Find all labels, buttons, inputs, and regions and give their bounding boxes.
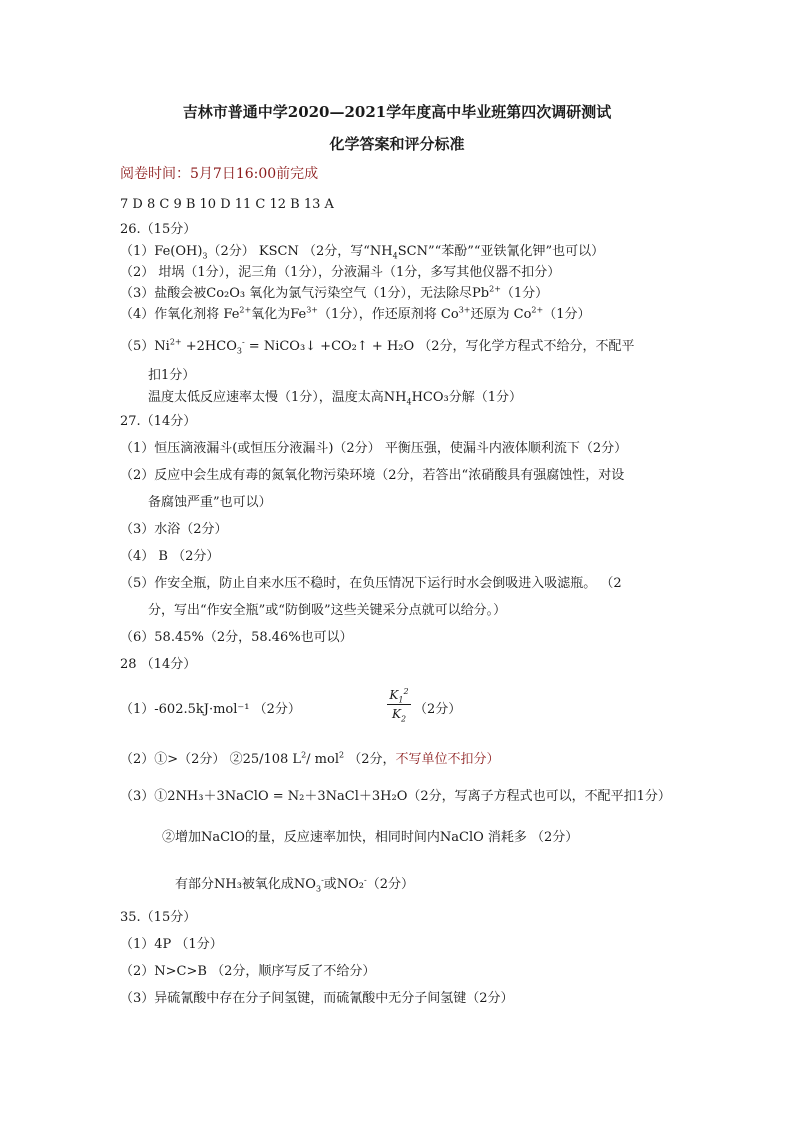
q28-l2-a: （2）①>（2分） ②25/108 L	[120, 752, 302, 767]
q27-line-2-cont: 备腐蚀严重”也可以）	[148, 495, 272, 510]
q26-l4-a: （4）作氧化剂将 Fe	[120, 307, 240, 322]
q35-line-3: （3）异硫氰酸中存在分子间氢键，而硫氰酸中无分子间氢键（2分）	[120, 991, 514, 1006]
q26-line-4: （4）作氧化剂将 $Fe^{2+}$氧化为$Fe^{3+}(1$分），作还原剂将 $Co^{3+}$还原为 $Co^{2+}(1$分）	[120, 305, 591, 322]
q27-line-5-cont: 分，写出“作安全瓶”或“防倒吸”这些关键采分点就可以给分。）	[148, 603, 507, 618]
q26-heading: 26.（15分）	[120, 222, 197, 237]
q28-l3c-3: （2分）	[366, 877, 414, 892]
q28-l2-c: （2分，	[344, 752, 396, 767]
q27-line-2: （2）反应中会生成有毒的氮氧化物污染环境（2分，若答出“浓硝酸具有强腐蚀性，对设	[120, 468, 625, 483]
equilibrium-constant-fraction: $K_1^2$ $K_2$	[387, 688, 411, 721]
q26-l5-b: +2HCO	[181, 339, 237, 354]
q26-l1-b: （2分） KSCN （2分，写“NH	[207, 244, 393, 259]
fraction-denominator: K	[391, 707, 401, 721]
q28-line-2: （2）①>（2分） ②25/108 $L^2/$ mol$^2$ （2分，不写单位不扣分）	[120, 750, 500, 767]
document-title: 吉林市普通中学2020—2021学年度高中毕业班第四次调研测试	[182, 103, 612, 121]
q26-l4-e: （1分）	[543, 307, 591, 322]
fraction-numerator: K	[389, 688, 399, 702]
q26-l1-a: （1）Fe(OH)	[120, 244, 203, 259]
q28-l3c-1: 有部分NH₃被氧化成NO	[175, 877, 316, 892]
q28-line-3: （3）①2NH₃＋3NaClO = N₂＋3NaCl＋3H₂O（2分，写离子方程式也可以，不配平扣1分）	[120, 789, 671, 804]
q28-heading: 28 （14分）	[120, 657, 197, 672]
q26-l6-b: HCO₃分解（1分）	[411, 390, 523, 405]
q26-l6-a: 温度太低反应速率太慢（1分），温度太高NH	[148, 390, 407, 405]
document-subtitle: 化学答案和评分标准	[329, 135, 465, 153]
q35-line-2: （2）N>C>B （2分，顺序写反了不给分）	[120, 964, 376, 979]
q26-line-2: （2） 坩埚（1分），泥三角（1分），分液漏斗（1分，多写其他仪器不扣分）	[120, 265, 561, 280]
q27-line-1: （1）恒压滴液漏斗(或恒压分液漏斗)（2分） 平衡压强，使漏斗内液体顺利流下（2分）	[120, 441, 628, 456]
q26-line-5: $(5)Ni^{2+} +2HCO_3^-$ = NiCO₃↓ +CO₂↑ + H₂O （2分，写化学方程式不给分，不配平	[120, 337, 635, 356]
q28-line-1: （1）-602.5kJ·mol⁻¹ （2分）	[120, 702, 301, 717]
q26-l5-a: （5）Ni	[120, 339, 170, 354]
q26-l4-c: （1分），作还原剂将 Co	[318, 307, 459, 322]
grading-deadline: 阅卷时间：5月7日16:00前完成	[120, 166, 319, 182]
q26-line-5-cont: 扣1分）	[148, 368, 196, 383]
q26-line-6: 温度太低反应速率太慢（1分），温度太高$NH_4HCO_3$分解（1分）	[148, 390, 523, 407]
q27-line-6: （6）58.45%（2分，58.46%也可以）	[120, 630, 353, 645]
q28-l2-b: / mol	[306, 752, 339, 767]
q26-l4-d: 还原为 Co	[470, 307, 532, 322]
q27-line-4: （4） B （2分）	[120, 549, 220, 564]
q27-heading: 27.（14分）	[120, 414, 197, 429]
q28-line-3c: 有部分NH₃被氧化成$NO_3^-$或NO₂-（2分）	[175, 875, 414, 894]
q27-line-3: （3）水浴（2分）	[120, 522, 228, 537]
q28-l2-d: 不写单位不扣分）	[395, 752, 500, 767]
q35-heading: 35.（15分）	[120, 910, 197, 925]
fraction-score: （2分）	[414, 702, 462, 717]
q26-l3-b: （1分）	[500, 286, 549, 301]
q26-l3-a: （3）盐酸会被Co₂O₃ 氧化为氯气污染空气（1分），无法除尽Pb	[120, 286, 490, 301]
q26-line-1: $(1)Fe(OH)_3(2$分） KSCN （2分，写“$NH_4SCN”“$苯酚”“亚铁氰化钾”也可以）	[120, 244, 605, 261]
mcq-answers: 7 D 8 C 9 B 10 D 11 C 12 B 13 A	[120, 197, 334, 212]
q27-line-5: （5）作安全瓶，防止自来水压不稳时，在负压情况下运行时水会倒吸进入吸滤瓶。 （2	[120, 576, 622, 591]
q26-l1-c: SCN”“苯酚”“亚铁氰化钾”也可以）	[397, 244, 605, 259]
q35-line-1: （1）4P （1分）	[120, 937, 223, 952]
q28-l3c-2: 或NO₂	[323, 877, 365, 892]
q28-line-3b: ②增加NaClO的量，反应速率加快，相同时间内NaClO 消耗多 （2分）	[162, 830, 579, 845]
q26-l4-b: 氧化为Fe	[251, 307, 307, 322]
q26-l5-c: = NiCO₃↓ +CO₂↑ + H₂O （2分，写化学方程式不给分，不配平	[244, 339, 635, 354]
q26-line-3: （3）盐酸会被Co₂O₃ 氧化为氯气污染空气（1分），无法除尽$Pb^{2+}(1$分）	[120, 284, 549, 301]
